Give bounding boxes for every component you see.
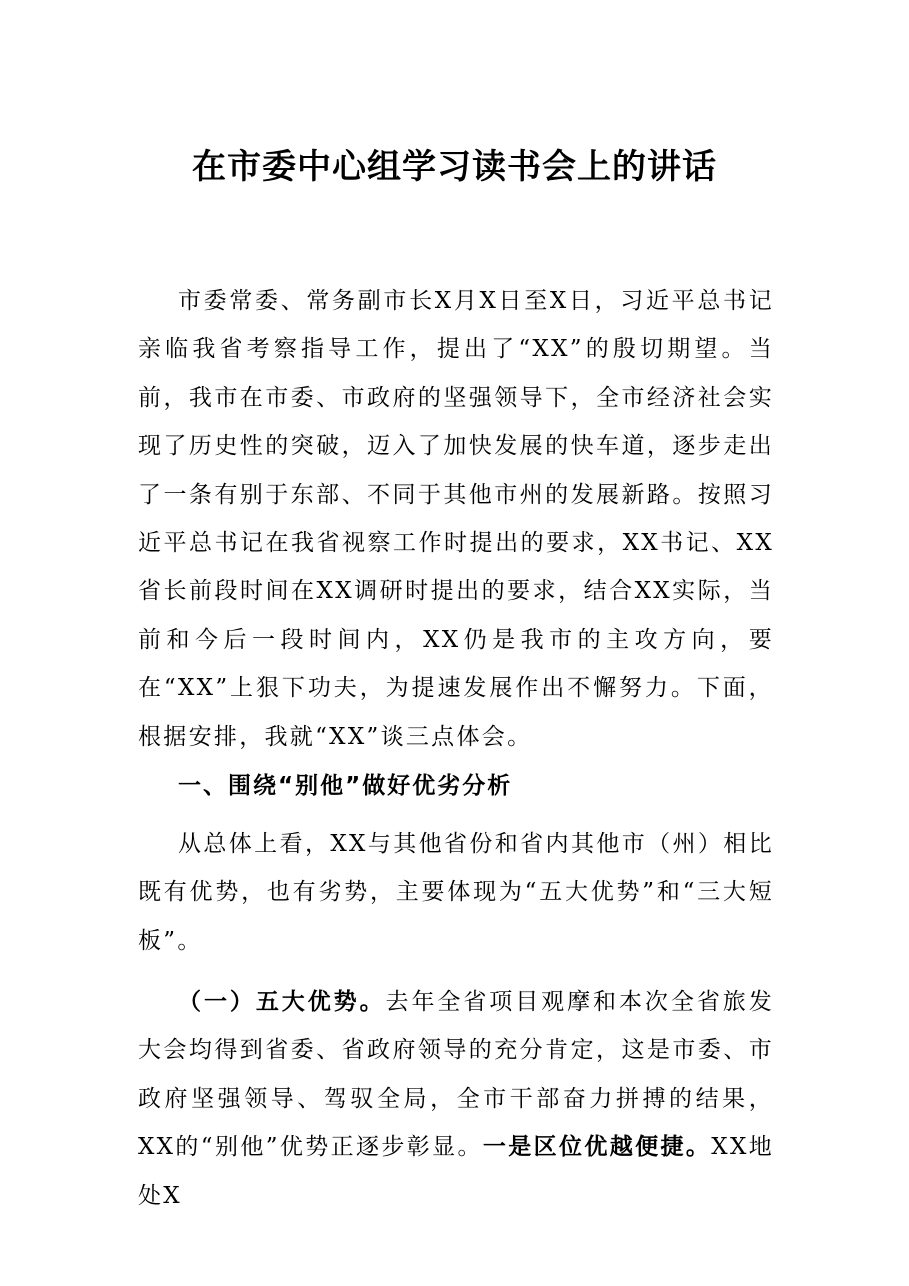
paragraph-intro: 市委常委、常务副市长X月X日至X日，习近平总书记亲临我省考察指导工作，提出了“XX”的殷切期望。当前，我市在市委、市政府的坚强领导下，全市经济社会实现了历史性的突破，迈入了加快发展的快车道，逐步走出了一条有别于东部、不同于其他市州的发展新路。按照习近平总书记在我省视察工作时提出的要求，XX书记、XX省长前段时间在XX调研时提出的要求，结合XX实际，当前和今后一段时间内，XX仍是我市的主攻方向，要在“XX”上狠下功夫，为提速发展作出不懈努力。下面，根据安排，我就“XX”谈三点体会。	[138, 288, 774, 750]
paragraph-advantages	[138, 978, 774, 1220]
section-heading-1: 一、围绕“别他”做好优劣分析	[178, 773, 513, 799]
point-heading-location: 一是区位优越便捷。	[482, 1134, 712, 1161]
paragraph-advantages-tail: XX地处X	[138, 1134, 774, 1209]
document-title: 在市委中心组学习读书会上的讲话	[192, 147, 717, 187]
paragraph-advantages-text: 去年全省项目观摩和本次全省旅发大会均得到省委、省政府领导的充分肯定，这是市委、市政府坚强领导、驾驭全局，全市干部奋力拼搏的结果，XX的“别他”优势正逐步彰显。	[138, 989, 774, 1161]
paragraph-overview: 从总体上看，XX与其他省份和省内其他市（州）相比既有优势，也有劣势，主要体现为“五大优势”和“三大短板”。	[138, 831, 774, 954]
subsection-heading-advantages: （一）五大优势。	[178, 989, 386, 1015]
